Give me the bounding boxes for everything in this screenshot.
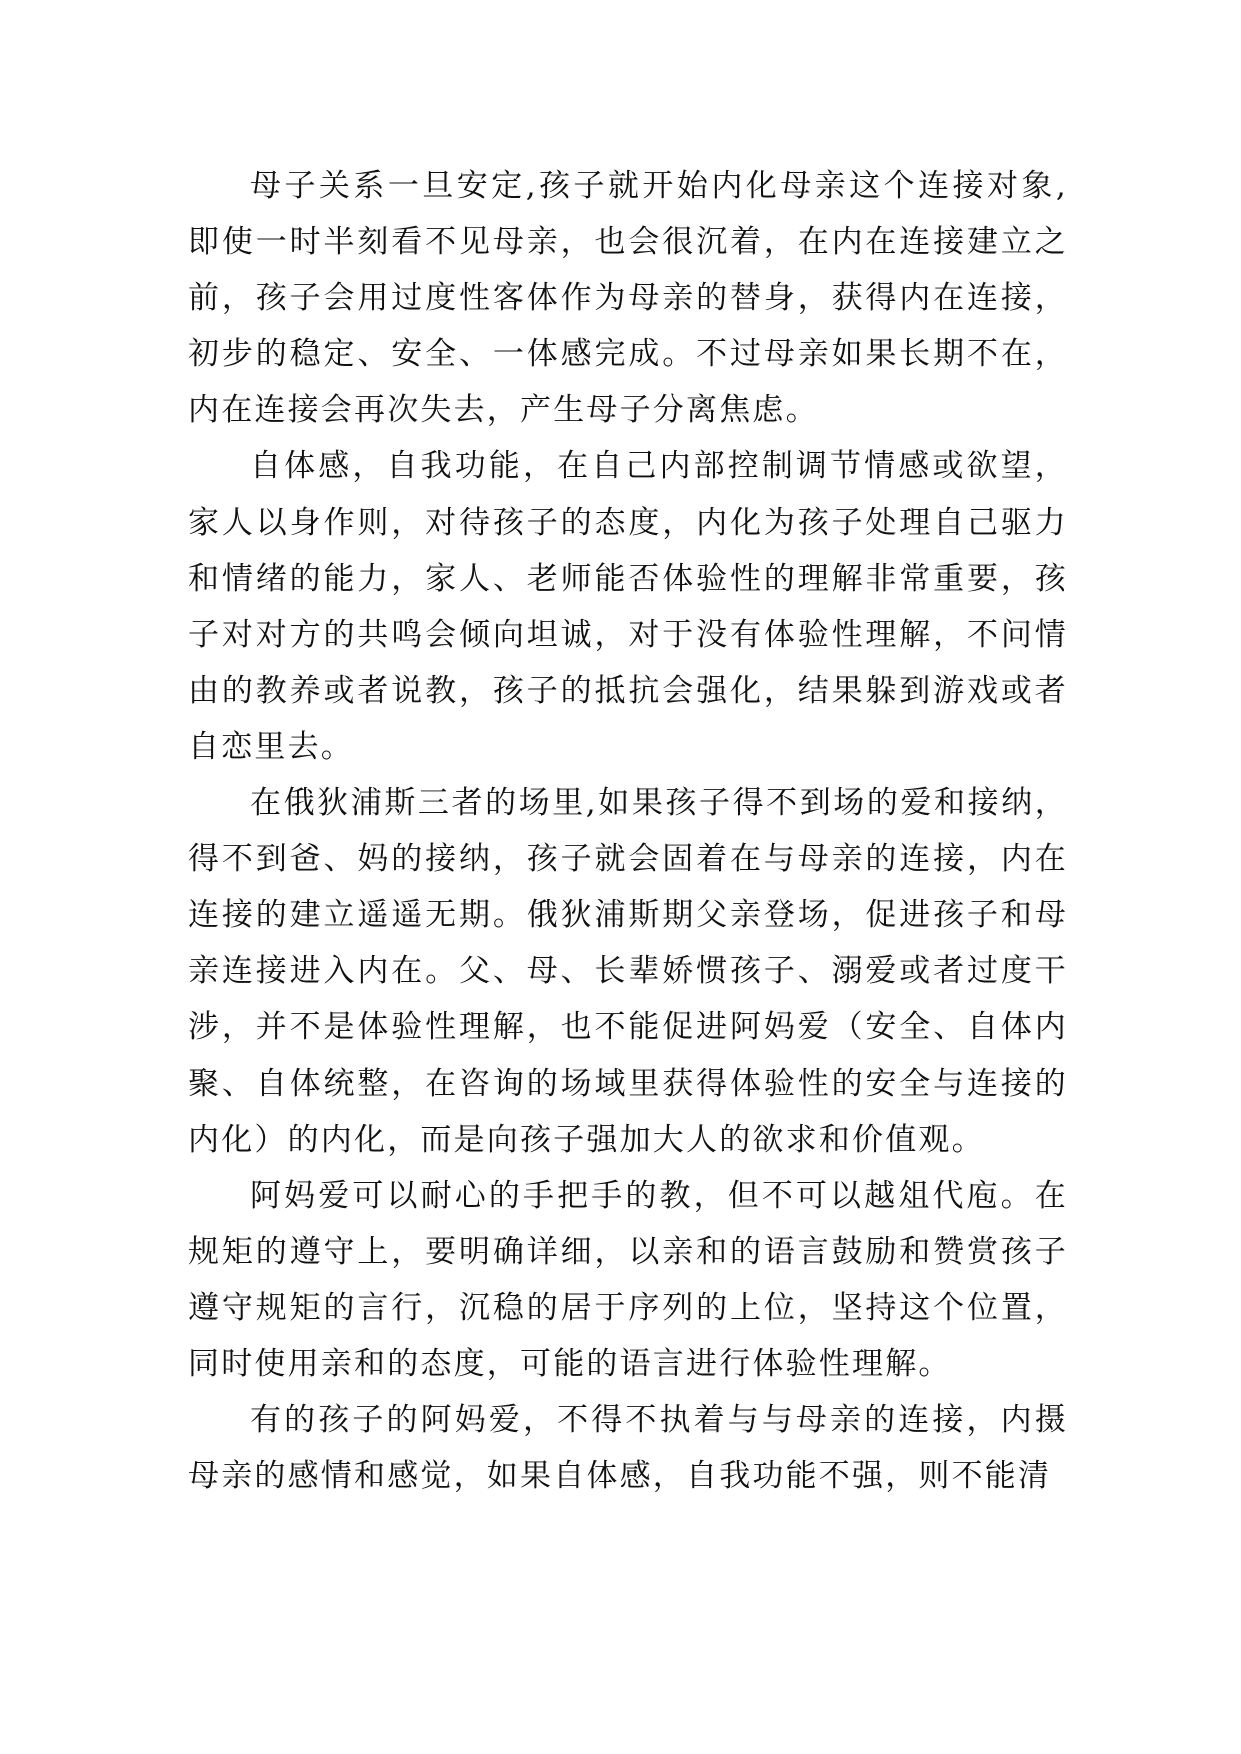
paragraph: 阿妈爱可以耐心的手把手的教，但不可以越俎代庖。在规矩的遵守上，要明确详细，以亲和的语言鼓励和赞赏孩子遵守规矩的言行，沉稳的居于序列的上位，坚持这个位置，同时使用亲和的态度，可能的语言进行体验性理解。 xyxy=(188,1177,1068,1382)
paragraph: 在俄狄浦斯三者的场里,如果孩子得不到场的爱和接纳，得不到爸、妈的接纳，孩子就会固着在与母亲的连接，内在连接的建立遥遥无期。俄狄浦斯期父亲登场，促进孩子和母亲连接进入内在。父、母、长辈娇惯孩子、溺爱或者过度干涉，并不是体验性理解，也不能促进阿妈爱（安全、自体内聚、自体统整，在咨询的场域里获得体验性的安全与连接的内化）的内化，而是向孩子强加大人的欲求和价值观。 xyxy=(188,785,1068,1158)
paragraph: 自体感，自我功能，在自己内部控制调节情感或欲望，家人以身作则，对待孩子的态度，内化为孩子处理自己驱力和情绪的能力，家人、老师能否体验性的理解非常重要，孩子对对方的共鸣会倾向坦诚，对于没有体验性理解，不问情由的教养或者说教，孩子的抵抗会强化，结果躲到游戏或者自恋里去。 xyxy=(188,448,1068,765)
paragraph: 母子关系一旦安定,孩子就开始内化母亲这个连接对象,即使一时半刻看不见母亲，也会很沉着，在内在连接建立之前，孩子会用过度性客体作为母亲的替身，获得内在连接，初步的稳定、安全、一体感完成。不过母亲如果长期不在，内在连接会再次失去，产生母子分离焦虑。 xyxy=(188,168,1068,429)
body-text xyxy=(188,158,1068,1504)
paragraph: 有的孩子的阿妈爱，不得不执着与与母亲的连接，内摄母亲的感情和感觉，如果自体感，自我功能不强，则不能清 xyxy=(188,1402,1068,1495)
